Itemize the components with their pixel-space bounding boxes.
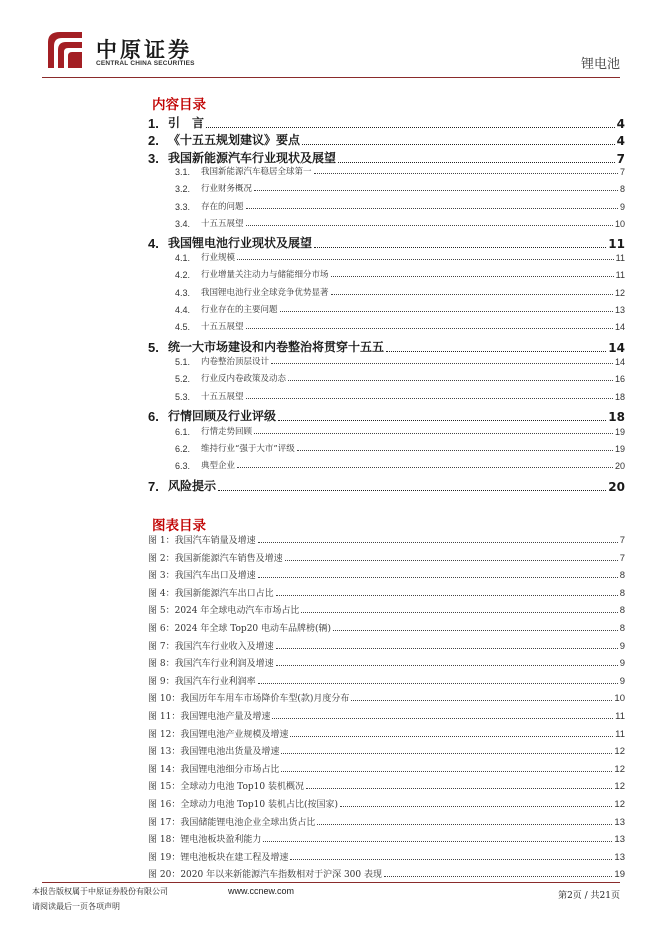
toc-entry-label: 内卷整治顶层设计 (201, 357, 270, 367)
figure-page: 10 (614, 693, 625, 705)
figure-label: 图 2：我国新能源汽车销售及增速 (148, 553, 283, 564)
toc-entry-section[interactable] (148, 459, 625, 471)
toc-entry-label: 统一大市场建设和内卷整治将贯穿十五五 (168, 340, 385, 354)
toc-entry-number: 6.1. (175, 427, 191, 437)
toc-entry-chapter[interactable] (148, 131, 625, 148)
figure-list-item[interactable] (148, 586, 625, 599)
figure-list-item[interactable] (148, 850, 625, 863)
dot-leader (271, 363, 613, 364)
toc-entry-number: 4.1. (175, 253, 191, 263)
toc-entry-page: 13 (614, 305, 625, 315)
figure-page: 9 (619, 658, 625, 670)
toc-entry-page: 20 (608, 480, 625, 494)
toc-entry-section[interactable] (148, 200, 625, 212)
toc-entry-number: 6.3. (175, 461, 191, 471)
figure-page: 12 (614, 746, 625, 758)
figure-label: 图 1：我国汽车销量及增速 (148, 536, 256, 546)
footer-disclaimer: 请阅读最后一页各项声明 (32, 902, 120, 911)
figure-page: 11 (615, 711, 625, 722)
dot-leader (317, 824, 612, 825)
figure-label: 图 13：我国锂电池出货量及增速 (148, 747, 280, 758)
figure-page: 8 (619, 570, 625, 582)
toc-entry-page: 19 (614, 427, 625, 437)
toc-entry-section[interactable] (148, 182, 625, 194)
figure-page: 9 (619, 640, 625, 652)
figure-label: 图 8：我国汽车行业利润及增速 (148, 659, 274, 670)
toc-entry-page: 16 (614, 374, 625, 384)
figure-page: 8 (619, 605, 625, 617)
figure-label: 图 3：我国汽车出口及增速 (148, 571, 256, 582)
dot-leader (281, 753, 612, 754)
dot-leader (246, 328, 613, 329)
toc-entry-section[interactable] (148, 390, 625, 402)
dot-leader (340, 806, 612, 807)
figure-list-item[interactable] (148, 762, 625, 775)
dot-leader (263, 841, 612, 842)
toc-entry-label: 引 言 (168, 116, 205, 130)
toc-entry-page: 18 (608, 410, 625, 424)
dot-leader (280, 311, 613, 312)
toc-entry-page: 12 (614, 288, 625, 298)
dot-leader (278, 420, 606, 421)
report-category: 锂电池 (580, 57, 620, 72)
toc-entry-label: 风险提示 (168, 479, 217, 493)
dot-leader (302, 144, 615, 145)
toc-entry-page: 11 (615, 253, 625, 263)
toc-entry-section[interactable] (148, 217, 625, 229)
toc-entry-number: 4.5. (175, 322, 191, 332)
figure-list-item[interactable] (148, 674, 625, 687)
toc-entry-label: 我国新能源汽车行业现状及展望 (168, 151, 337, 165)
dot-leader (254, 433, 613, 434)
toc-entry-label: 十五五展望 (201, 322, 244, 332)
figure-page: 8 (619, 623, 625, 634)
toc-entry-label: 行情回顾及行业评级 (168, 409, 277, 423)
toc-entry-chapter[interactable] (148, 477, 625, 494)
figure-label: 图 16：全球动力电池 Top10 装机占比(按国家) (148, 800, 338, 810)
toc-entry-number: 6.2. (175, 444, 191, 454)
toc-entry-page: 7 (616, 152, 625, 166)
dot-leader (246, 225, 613, 226)
toc-entry-label: 十五五展望 (201, 219, 244, 229)
figure-list-item[interactable] (148, 797, 625, 810)
dot-leader (218, 490, 606, 491)
figure-label: 图 20：2020 年以来新能源汽车指数相对于沪深 300 表现 (148, 870, 382, 881)
figure-list-item[interactable] (148, 815, 625, 828)
figure-list-item[interactable] (148, 639, 625, 652)
central-china-securities-logo-icon (42, 28, 86, 70)
dot-leader (386, 351, 606, 352)
dot-leader (281, 771, 612, 772)
footer-website-link[interactable]: www.ccnew.com (228, 886, 295, 896)
toc-entry-section[interactable] (148, 268, 625, 280)
toc-entry-page: 14 (614, 357, 625, 367)
toc-entry-number: 5.3. (175, 392, 191, 402)
figure-page: 7 (619, 552, 625, 564)
toc-entry-section[interactable] (148, 372, 625, 384)
dot-leader (258, 542, 618, 543)
dot-leader (301, 612, 617, 613)
dot-leader (206, 127, 615, 128)
dot-leader (314, 173, 618, 174)
toc-entry-label: 《十五五规划建议》要点 (168, 133, 301, 147)
toc-entry-chapter[interactable] (148, 338, 625, 355)
figure-page: 7 (619, 535, 625, 546)
figure-list-item[interactable] (148, 691, 625, 704)
dot-leader (276, 665, 618, 666)
figure-label: 图 18：锂电池板块盈利能力 (148, 835, 262, 846)
figure-label: 图 5：2024 年全球电动汽车市场占比 (148, 606, 300, 617)
figure-label: 图 7：我国汽车行业收入及增速 (148, 641, 274, 652)
dot-leader (314, 247, 606, 248)
figure-page: 13 (614, 851, 625, 863)
figure-label: 图 4：我国新能源汽车出口占比 (148, 588, 274, 599)
toc-entry-label: 我国锂电池行业现状及展望 (168, 236, 313, 250)
toc-entry-section[interactable] (148, 355, 625, 367)
dot-leader (297, 450, 613, 451)
toc-entry-section[interactable] (148, 425, 625, 437)
toc-entry-number: 5.1. (175, 357, 191, 367)
dot-leader (306, 788, 612, 789)
toc-entry-section[interactable] (148, 303, 625, 315)
toc-entry-label: 存在的问题 (201, 202, 244, 212)
toc-entry-label: 行情走势回顾 (201, 427, 253, 437)
figure-page: 8 (619, 587, 625, 599)
toc-entry-number: 3. (148, 151, 159, 166)
dot-leader (254, 190, 618, 191)
figure-page: 11 (615, 728, 625, 740)
toc-entry-page: 10 (614, 219, 625, 229)
toc-entry-label: 行业财务概况 (201, 184, 253, 194)
logo-text-cn: 中原证券 (96, 37, 192, 62)
toc-entry-number: 5. (148, 340, 159, 355)
toc-entry-number: 2. (148, 133, 159, 148)
toc-entry-chapter[interactable] (148, 149, 625, 166)
toc-entry-number: 4.3. (175, 288, 191, 298)
figure-list-item[interactable] (148, 568, 625, 581)
figure-page: 13 (614, 816, 625, 828)
figure-page: 9 (619, 675, 625, 687)
dot-leader (351, 700, 612, 701)
dot-leader (288, 380, 613, 381)
page-number: 第2页 / 共21页 (558, 891, 620, 901)
figure-list-item[interactable] (148, 551, 625, 564)
dot-leader (258, 683, 618, 684)
toc-entry-number: 3.3. (175, 202, 191, 212)
toc-entry-page: 20 (614, 461, 625, 471)
toc-entry-page: 9 (619, 202, 625, 212)
toc-entry-label: 维持行业“强于大市”评级 (201, 444, 295, 454)
figure-list-item[interactable] (148, 533, 625, 546)
toc-entry-label: 行业增量关注动力与储能细分市场 (201, 270, 329, 280)
toc-entry-number: 5.2. (175, 374, 191, 384)
toc-entry-section[interactable] (148, 442, 625, 454)
dot-leader (246, 208, 618, 209)
dot-leader (237, 259, 614, 260)
toc-entry-label: 我国新能源汽车稳居全球第一 (201, 167, 312, 177)
figure-label: 图 6：2024 年全球 Top20 电动车品牌榜(辆) (148, 624, 332, 634)
toc-entry-label: 行业存在的主要问题 (201, 305, 278, 315)
figure-list-item[interactable] (148, 727, 625, 740)
toc-entry-chapter[interactable] (148, 407, 625, 424)
toc-entry-section[interactable] (148, 251, 625, 263)
dot-leader (331, 276, 614, 277)
header-divider (42, 77, 620, 78)
figure-list-item[interactable] (148, 709, 625, 722)
figure-label: 图 15：全球动力电池 Top10 装机概况 (148, 782, 304, 793)
toc-entry-number: 6. (148, 409, 159, 424)
toc-entry-label: 十五五展望 (201, 392, 244, 402)
figure-label: 图 17：我国储能锂电池企业全球出货占比 (148, 817, 316, 828)
toc-entry-page: 8 (619, 184, 625, 194)
dot-leader (272, 718, 613, 719)
dot-leader (258, 577, 618, 578)
toc-entry-number: 3.1. (175, 167, 191, 177)
figure-label: 图 14：我国锂电池细分市场占比 (148, 764, 280, 775)
figure-list-item[interactable] (148, 779, 625, 792)
dot-leader (276, 648, 618, 649)
toc-entry-label: 我国锂电池行业全球竞争优势显著 (201, 288, 329, 298)
figure-list-item[interactable] (148, 603, 625, 616)
dot-leader (338, 162, 615, 163)
figure-page: 12 (614, 781, 625, 793)
dot-leader (331, 294, 613, 295)
figure-list-item[interactable] (148, 621, 625, 634)
figure-label: 图 11：我国锂电池产量及增速 (148, 712, 271, 722)
figure-list-item[interactable] (148, 744, 625, 757)
page-header (0, 0, 662, 80)
toc-entry-page: 18 (614, 392, 625, 402)
dot-leader (276, 595, 618, 596)
toc-entry-chapter[interactable] (148, 114, 625, 131)
toc-entry-chapter[interactable] (148, 234, 625, 251)
figure-list-item[interactable] (148, 656, 625, 669)
dot-leader (333, 630, 618, 631)
toc-entry-page: 4 (616, 134, 625, 148)
toc-entry-page: 4 (616, 117, 625, 131)
dot-leader (384, 876, 612, 877)
toc-entry-number: 3.4. (175, 219, 191, 229)
figure-page: 13 (614, 834, 625, 846)
figure-page: 12 (614, 763, 625, 775)
toc-entry-section[interactable] (148, 286, 625, 298)
dot-leader (246, 398, 613, 399)
toc-entry-number: 4.4. (175, 305, 191, 315)
toc-entry-number: 4. (148, 236, 159, 251)
footer-divider (42, 882, 620, 883)
toc-entry-number: 4.2. (175, 270, 191, 280)
dot-leader (290, 736, 613, 737)
figure-label: 图 19：锂电池板块在建工程及增速 (148, 852, 289, 863)
dot-leader (290, 859, 612, 860)
figure-label: 图 9：我国汽车行业利润率 (148, 676, 256, 687)
figure-list-item[interactable] (148, 867, 625, 880)
figure-page: 12 (614, 799, 625, 810)
toc-entry-page: 14 (614, 322, 625, 332)
figure-list-title: 图表目录 (152, 518, 206, 534)
logo-text-en: CENTRAL CHINA SECURITIES (96, 60, 195, 67)
figure-list-item[interactable] (148, 832, 625, 845)
toc-entry-page: 11 (615, 270, 625, 280)
toc-entry-number: 7. (148, 479, 159, 494)
toc-entry-label: 典型企业 (201, 461, 236, 471)
toc-entry-number: 1. (148, 116, 159, 131)
toc-title: 内容目录 (152, 97, 206, 113)
figure-page: 19 (614, 869, 625, 881)
toc-entry-section[interactable] (148, 165, 625, 177)
toc-entry-page: 11 (608, 237, 625, 251)
dot-leader (237, 467, 613, 468)
toc-entry-page: 14 (608, 341, 625, 355)
figure-label: 图 10：我国历年车用车市场降价车型(款)月度分布 (148, 694, 350, 705)
dot-leader (285, 560, 618, 561)
toc-entry-page: 19 (614, 444, 625, 454)
toc-entry-label: 行业反内卷政策及动态 (201, 374, 287, 384)
toc-entry-page: 7 (619, 167, 625, 177)
toc-entry-section[interactable] (148, 320, 625, 332)
footer-copyright: 本报告版权属于中原证券股份有限公司 (32, 887, 168, 896)
toc-entry-number: 3.2. (175, 184, 191, 194)
figure-label: 图 12：我国锂电池产业规模及增速 (148, 729, 289, 740)
toc-entry-label: 行业规模 (201, 253, 236, 263)
